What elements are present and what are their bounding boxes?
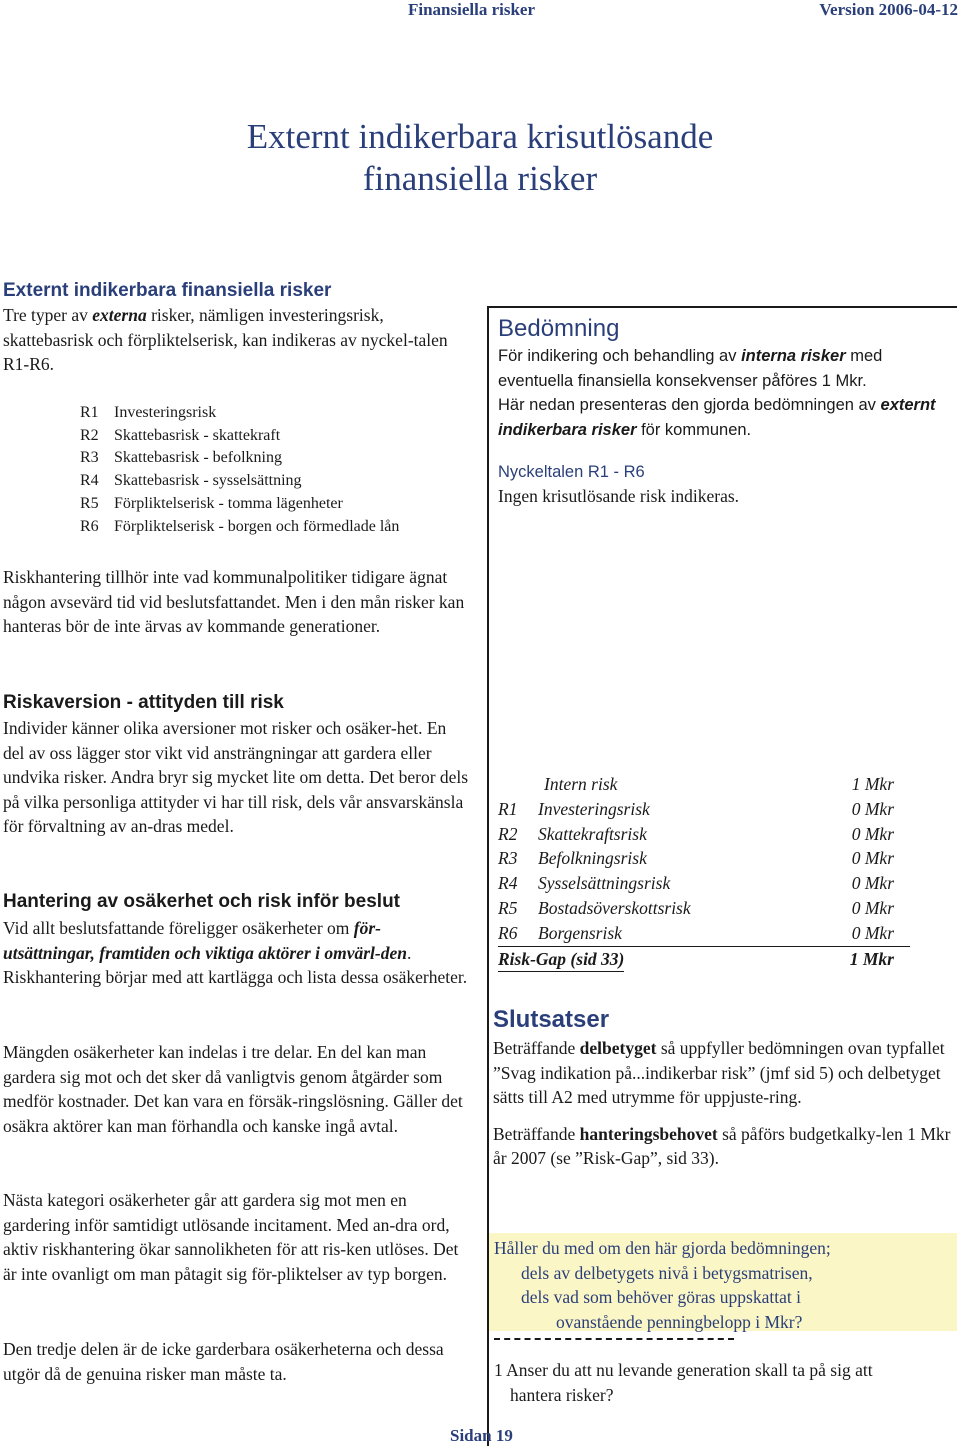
slutsatser-heading: Slutsatser bbox=[493, 1006, 610, 1033]
risk-code-item: R6 Förpliktelserisk - borgen och förmedlade lån bbox=[80, 517, 400, 535]
risk-code-list bbox=[80, 402, 480, 538]
question-line-1: Håller du med om den här gjorda bedömningen; bbox=[494, 1238, 831, 1258]
risk-code-item: R4 Skattebasrisk - sysselsättning bbox=[80, 472, 302, 490]
risk-table-row: R3 Befolkningsrisk 0 Mkr bbox=[498, 848, 894, 869]
risk-table bbox=[498, 772, 894, 972]
risk-table-row: R2 Skattekraftsrisk 0 Mkr bbox=[498, 823, 894, 844]
risk-table-row: R1 Investeringsrisk 0 Mkr bbox=[498, 798, 894, 819]
footnote-line-2: hantera risker? bbox=[510, 1384, 614, 1405]
section-heading-hantering: Hantering av osäkerhet och risk inför beslut bbox=[3, 891, 400, 912]
risk-code-item: R5 Förpliktelserisk - tomma lägenheter bbox=[80, 494, 343, 512]
page-title-line1: Externt indikerbara krisutlösande bbox=[246, 117, 714, 156]
intro-paragraph bbox=[3, 303, 473, 377]
question-line-2: dels av delbetygets nivå i betygsmatrisen, bbox=[521, 1262, 813, 1283]
footnote bbox=[494, 1358, 956, 1407]
risk-gap-value: 1 Mkr bbox=[849, 948, 894, 969]
page-number: Sidan 19 bbox=[450, 1426, 513, 1445]
running-header-version: Version 2006-04-12 bbox=[819, 0, 958, 19]
risk-code-item: R3 Skattebasrisk - befolkning bbox=[80, 449, 282, 467]
hantering-text-pre: Vid allt beslutsfattande föreligger osäkerheter om bbox=[3, 918, 354, 938]
slutsatser-paragraph-2: Beträffande hanteringsbehovet så påförs budgetkalky-len 1 Mkr år 2007 (se ”Risk-Gap”, sid 33). bbox=[493, 1123, 951, 1169]
intern-risk-value: 1 Mkr bbox=[851, 774, 894, 794]
delbetyget-bold: delbetyget bbox=[579, 1038, 657, 1058]
intro-text-pre: Tre typer av bbox=[3, 305, 93, 325]
slutsatser-paragraph-1: Beträffande delbetyget så uppfyller bedömningen ovan typfallet ”Svag indikation på...indikerbar risk” (jmf sid 5) och delbetyget sätts till A2 med utrymme för uppjuste-ring. bbox=[493, 1038, 945, 1108]
externt-risker-em: externt indikerbara risker bbox=[498, 396, 936, 439]
footnote-separator bbox=[494, 1338, 734, 1340]
risk-code-item: R1 Investeringsrisk bbox=[80, 404, 217, 421]
left-column bbox=[3, 279, 473, 377]
footnote-number: 1 bbox=[494, 1360, 503, 1380]
slutsatser-section bbox=[493, 1004, 955, 1171]
interna-risker-em: interna risker bbox=[741, 347, 846, 365]
nyckeltal-heading: Nyckeltalen R1 - R6 bbox=[498, 463, 645, 482]
risk-table-row: R5 Bostadsöverskottsrisk 0 Mkr bbox=[498, 897, 894, 918]
risk-gap-label: Risk-Gap (sid 33) bbox=[498, 947, 624, 973]
section-heading-riskaversion: Riskaversion - attityden till risk bbox=[3, 692, 284, 713]
question-line-3: dels vad som behöver göras uppskattat i bbox=[521, 1287, 801, 1308]
bedomning-paragraph-1: För indikering och behandling av interna risker med eventuella finansiella konsekvenser påföres 1 Mkr. bbox=[498, 347, 883, 390]
risk-table-row: R4 Sysselsättningsrisk 0 Mkr bbox=[498, 873, 894, 894]
hantering-text-em: för-utsättningar, framtiden och viktiga aktörer i omvärl-den bbox=[3, 918, 407, 963]
paragraph-mangden: Mängden osäkerheter kan indelas i tre delar. En del kan man gardera sig mot och det sker då vanligtvis genom åtgärder som medför kostnader. Det kan vara en försäk-ringslösning. Gäller det osäkra aktörer kan man förhandla och kanske ingå avtal. bbox=[3, 1042, 463, 1136]
paragraph-tredje: Den tredje delen är de icke garderbara osäkerheterna och dessa utgör då de genuina risker man måste ta. bbox=[3, 1339, 444, 1384]
intern-risk-label: Intern risk bbox=[544, 774, 618, 794]
risk-gap-row bbox=[498, 947, 894, 973]
page-title bbox=[0, 116, 960, 200]
hanteringsbehovet-bold: hanteringsbehovet bbox=[579, 1123, 718, 1144]
page-title-line2: finansiella risker bbox=[362, 159, 598, 198]
hantering-text-post: . Riskhantering börjar med att kartlägga och lista dessa osäkerheter. bbox=[3, 942, 468, 988]
footnote-line-1: Anser du att nu levande generation skall ta på sig att bbox=[506, 1360, 873, 1380]
bedomning-section bbox=[498, 314, 954, 509]
paragraph-nasta: Nästa kategori osäkerheter går att gardera sig mot men en gardering inför samtidigt utlösande incitament. Med an-dra ord, aktiv riskhantering ökar sannolikheten för att ris-ken utlöses. Det är inte ovanligt om man påtagit sig för-pliktelser av typ borgen. bbox=[3, 1190, 459, 1284]
bedomning-heading: Bedömning bbox=[498, 315, 620, 342]
intro-text-em: externa bbox=[92, 305, 147, 325]
risk-table-intern-row bbox=[498, 772, 894, 797]
nyckeltal-text: Ingen krisutlösande risk indikeras. bbox=[498, 486, 740, 507]
running-header-title: Finansiella risker bbox=[408, 0, 536, 19]
risk-code-item: R2 Skattebasrisk - skattekraft bbox=[80, 426, 281, 444]
section-heading-externt: Externt indikerbara finansiella risker bbox=[3, 280, 332, 301]
risk-table-row: R6 Borgensrisk 0 Mkr bbox=[498, 921, 910, 947]
question-line-4: ovanstående penningbelopp i Mkr? bbox=[556, 1311, 803, 1332]
paragraph-riskhantering: Riskhantering tillhör inte vad kommunalpolitiker tidigare ägnat någon avsevärd tid vid beslutsfattandet. Men i den mån risker kan hanteras bör de inte ärvas av kommande generationer. bbox=[3, 567, 465, 637]
bedomning-paragraph-2: Här nedan presenteras den gjorda bedömningen av externt indikerbara risker för kommunen. bbox=[498, 396, 936, 439]
paragraph-riskaversion: Individer känner olika aversioner mot risker och osäker-het. En del av oss lägger stor vikt vid ansträngningar att gardera eller undvika risker. Andra bryr sig mycket lite om detta. Det beror dels på vilka personliga attityder vi har till risk, dels vår ansvarskänsla för förvaltning av an-dras medel. bbox=[3, 718, 469, 837]
intro-text-post: risker, nämligen investeringsrisk, skattebasrisk och förpliktelserisk, kan indikeras av nyckel-talen R1-R6. bbox=[3, 305, 448, 375]
question-text bbox=[494, 1236, 954, 1334]
paragraph-hantering bbox=[3, 916, 471, 990]
